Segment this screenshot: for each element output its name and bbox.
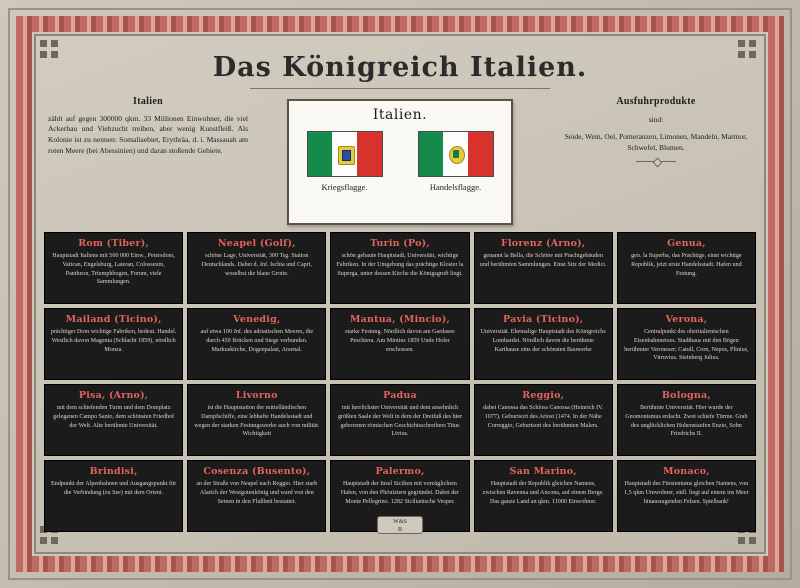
city-name: Genua, bbox=[667, 238, 706, 249]
city-name: Mailand (Ticino), bbox=[65, 314, 162, 325]
city-description: ist die Hauptstation der mittelländischen Dampfschiffe, eine lebhafte Handelsstadt und wegen der starken Festungswerke auch von militär. Wichtigkeit bbox=[194, 405, 320, 438]
city-description: auf etwa 100 Jnf. des adriatischen Meeres, die durch 450 Brücken und Stege verbunden. Markuskirche, Dogenpalast, Arsenal. bbox=[200, 329, 314, 353]
city-description: Universität. Ehemalige Hauptstadt des Königreichs Lombardei. Nördlich davon die berühmte Karthause eins der schönsten Bauwerke bbox=[480, 329, 606, 353]
crowned-shield-emblem-icon bbox=[338, 146, 355, 165]
city-cell bbox=[617, 384, 756, 456]
city-name: Pavia (Ticino), bbox=[503, 314, 584, 325]
intro-right-subheading: sind: bbox=[648, 114, 664, 124]
intro-left-body: zählt auf gegen 300000 qkm. 33 Millionen Einwohner, die viel Ackerbau und Viehzucht treiben, aber wenig Kunstfleiß. Als Kolonie ist zu nennen: Somaliaebiet, Erythräa, d. i. Massauah am roten Meere (bei Abessinien) und daran stoßende Gebiete. bbox=[48, 113, 248, 156]
title-divider bbox=[250, 88, 550, 89]
city-description: mit dem schiefenden Turm und dem Domplatz gelegenen Campo Santo, dem schönsten Friedhof der Welt. Alte berühmte Universität. bbox=[53, 405, 175, 429]
city-cell bbox=[44, 232, 183, 304]
city-name: Mantua, (Mincio), bbox=[349, 314, 451, 325]
war-flag-graphic bbox=[307, 131, 383, 177]
city-cell bbox=[474, 232, 613, 304]
intro-right-column bbox=[556, 95, 756, 162]
city-cell bbox=[44, 308, 183, 380]
cities-grid bbox=[44, 232, 756, 532]
flag-stripe-green bbox=[308, 132, 333, 176]
city-cell bbox=[474, 460, 613, 532]
city-cell bbox=[617, 308, 756, 380]
city-description: genannt la Bella, die Schöne mit Prachtgebäuden und berühmten Sammlungen. Einst Sitz der Medici. bbox=[479, 253, 607, 268]
city-description: an der Straße von Neapel nach Reggio. Hier starb Alarich der Westgotenkönig und ward von den Seinen in den Flußbett bestattet. bbox=[196, 481, 318, 505]
city-description: Hauptstadt des Fürstentums gleichen Namens, von 1,5 qkm Umwohner, südl. liegt auf einem ins Meer hinausragenden Felsen. Spielbank! bbox=[624, 481, 749, 505]
city-name: Bologna, bbox=[661, 390, 711, 401]
city-description: starke Festung. Nördlich davon am Gardasee Peschiera. Am Mintius 1859 Unde Hofer erschossen. bbox=[345, 329, 455, 353]
city-cell bbox=[330, 232, 469, 304]
city-cell bbox=[44, 460, 183, 532]
city-description: Centralpunkt des oberitalienischen Eisenbahnnetzes. Stadthaus mit den Bögen berühmter Veroneser; Catull, Corn, Nepos, Plinius, Vitruvius. Steinberg Julius. bbox=[624, 329, 749, 362]
publisher-mark bbox=[377, 516, 423, 534]
city-name: Brindisi, bbox=[89, 466, 138, 477]
city-cell bbox=[330, 308, 469, 380]
city-description: Endpunkt der Alpenbahnen und Ausgangspunkt für die Verbindung (zu See) mit dem Orient. bbox=[51, 481, 177, 496]
war-flag-caption: Kriegsflagge. bbox=[321, 182, 368, 192]
city-name: Florenz (Arno), bbox=[501, 238, 586, 249]
divider-ornament bbox=[636, 161, 676, 162]
city-name: Livorno bbox=[235, 390, 278, 401]
city-cell bbox=[187, 232, 326, 304]
city-name: Cosenza (Busento), bbox=[203, 466, 311, 477]
city-cell bbox=[187, 308, 326, 380]
city-name: Verona, bbox=[665, 314, 708, 325]
flag-card-title: Italien. bbox=[372, 107, 428, 123]
city-description: prächtiger Dom wichtige Fabriken, bedeut. Handel. Westlich davon Magenta (Schlacht 1859), nördlich Monza. bbox=[50, 329, 177, 353]
intro-section bbox=[40, 95, 760, 230]
city-description: schöne Lage, Universität, 300 Tsg. Station Deutschlands. Dabei d. Jnf. Ischia und Capri, woselbst die blaue Grotte. bbox=[201, 253, 312, 277]
city-description: dabei Canossa das Schloss Canossa (Heinrich IV. 1077). Geburtsort des Ariost (1474. In der Nähe Correggio, Geburtsort des berühmten Malers. bbox=[483, 405, 604, 429]
flag-merchant bbox=[410, 131, 502, 192]
city-name: Pisa, (Arno), bbox=[78, 390, 149, 401]
city-description: Hauptstadt der Republik gleichen Namens, zwischen Ravenna und Ancona, auf einem Berge. Das ganze Land an qkm. 11000 Einwohner. bbox=[482, 481, 604, 505]
page-title: Das Königreich Italien. bbox=[212, 52, 588, 83]
publisher-mark-line2: B bbox=[397, 527, 402, 534]
city-name: Padua bbox=[383, 390, 417, 401]
city-description: gen. la Superba, das Prächtige, einst wichtige Republik, jetzt erste Handelsstadt. Hafen und Festung. bbox=[631, 253, 742, 277]
merchant-flag-caption: Handelsflagge. bbox=[429, 182, 482, 192]
city-cell bbox=[187, 460, 326, 532]
city-cell bbox=[44, 384, 183, 456]
flag-war bbox=[299, 131, 391, 192]
flag-row bbox=[289, 131, 511, 192]
intro-left-column bbox=[48, 95, 248, 157]
city-cell bbox=[617, 460, 756, 532]
city-name: Turin (Po), bbox=[370, 238, 430, 249]
wreath-emblem-icon bbox=[449, 146, 465, 164]
merchant-flag-graphic bbox=[418, 131, 494, 177]
flag-stripe-green bbox=[419, 132, 444, 176]
city-cell bbox=[187, 384, 326, 456]
intro-right-body: Seide, Wein, Oel, Pomeranzen, Limonen, Mandeln, Marmor, Schwefel, Blumen. bbox=[564, 131, 748, 152]
city-description: Hauptstadt Italiens mit 500 000 Einw., Petersdom, Vatican, Engelsburg, Lateran, Colosseum, Pantheon, Triumphbogen, Forum, viele Sammlungen. bbox=[52, 253, 175, 286]
city-cell bbox=[474, 308, 613, 380]
flag-stripe-red bbox=[468, 132, 493, 176]
intro-left-heading: Italien bbox=[133, 96, 163, 107]
city-name: Palermo, bbox=[375, 466, 425, 477]
intro-right-heading: Ausfuhrprodukte bbox=[616, 96, 696, 107]
city-name: Venedig, bbox=[233, 314, 281, 325]
flag-stripe-red bbox=[357, 132, 382, 176]
city-cell bbox=[474, 384, 613, 456]
city-description: schön gebaute Hauptstadt, Universität, wichtige Fabriken. In der Umgebung das prächtige Kloster la Superga, unter dessen Kirche die Königsgruft liegt. bbox=[336, 253, 464, 277]
city-name: Neapel (Golf), bbox=[217, 238, 296, 249]
city-description: Hauptstadt der Insel Sicilien mit vorzüglichem Hafen, von den Phöniziern gegründet. Dabei der Monte Pellegrino. 1282 Sicilianische Vesper. bbox=[340, 481, 460, 505]
flag-stripe-white bbox=[443, 132, 468, 176]
content-area bbox=[40, 40, 760, 548]
city-name: Reggio, bbox=[522, 390, 565, 401]
city-name: Rom (Tiber), bbox=[78, 238, 149, 249]
city-description: Berühmte Universität. Hier wurde der Gnomonismus erdacht. Zwei schiefe Türme. Grab des unglücklichen Hohenstaufen Enzio, Sohn Friedrichs II. bbox=[625, 405, 748, 438]
city-cell bbox=[617, 232, 756, 304]
flag-stripe-white bbox=[332, 132, 357, 176]
publisher-mark-line1: W&S bbox=[393, 519, 407, 525]
city-description: mit herrlichster Universität und dem ansehnlich größten Saale der Welt in dem der Dreifuß des hier geborenen römischen Geschichtsschreibers Titus Livius. bbox=[337, 405, 463, 438]
flag-card bbox=[287, 99, 513, 225]
city-name: San Marino, bbox=[509, 466, 577, 477]
city-cell bbox=[330, 384, 469, 456]
city-name: Monaco, bbox=[663, 466, 710, 477]
